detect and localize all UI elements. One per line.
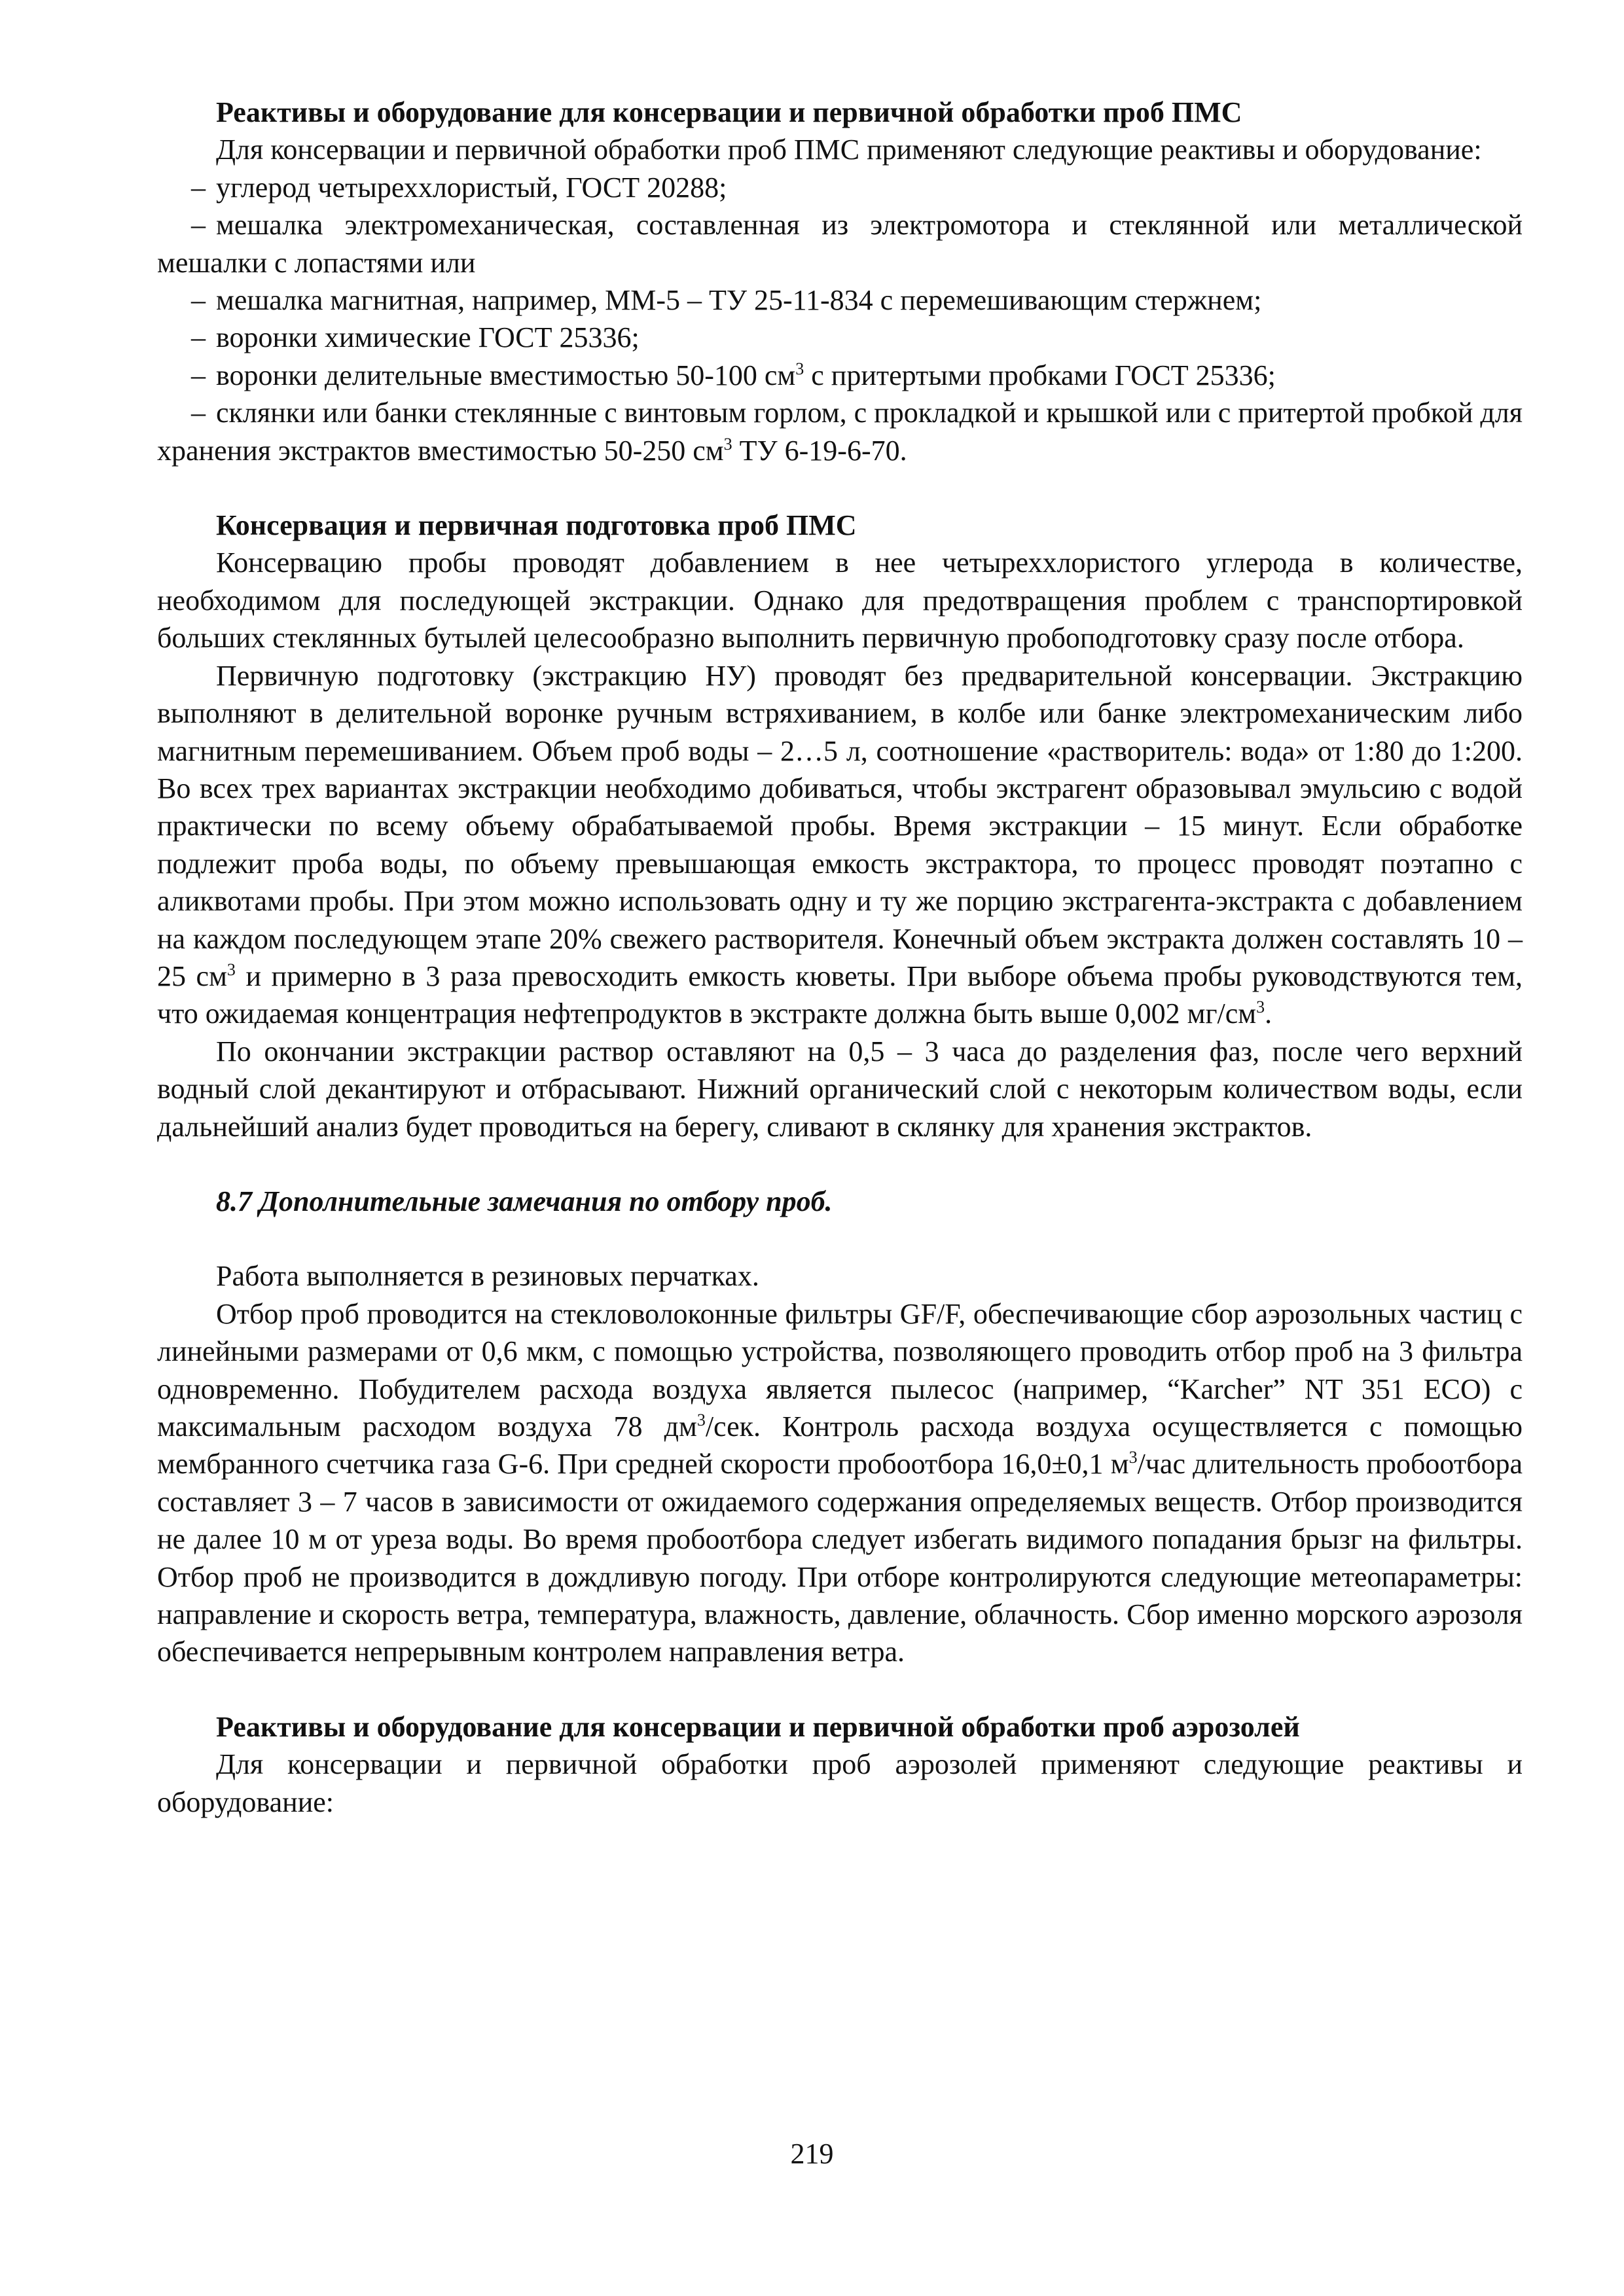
paragraph: Консервацию пробы проводят добавлением в нее четыреххлористого углерода в количестве, необходимом для последующей экстракции. Однако для предотвращения проблем с транспортировкой больших стеклянных бутылей целесообразно выполнить первичную пробоподготовку сразу после отбора. [157,547,1523,655]
paragraph-text: и примерно в 3 раза превосходить емкость кюветы. При выборе объема пробы руководствуются тем, что ожидаемая концентрация нефтепродуктов в экстракте должна быть выше 0,002 мг/см [157,960,1523,1030]
dash-bullet: – [191,209,206,242]
section-intro-reagents-pms: Для консервации и первичной обработки проб ПМС применяют следующие реактивы и оборудование: [216,134,1482,166]
superscript: 3 [1128,1448,1138,1467]
section-heading-additional-notes: 8.7 Дополнительные замечания по отбору проб. [216,1185,833,1217]
paragraph-text: Отбор проб проводится на стекловолоконные фильтры GF/F, обеспечивающие сбор аэрозольных частиц с линейными размерами от 0,6 мкм, с помощью устройства, позволяющего проводить отбор проб на 3 фильтра одновременно. Побудителем расхода воздуха является пылесос (например, “Karcher” NT 351 ECO) с максимальным расходом воздуха 78 дм [157,1297,1523,1443]
paragraph-text: /сек. Контроль расхода воздуха осуществляется с помощью мембранного счетчика газа G-6. При средней скорости пробоотбора 16,0±0,1 м [157,1410,1523,1480]
list-item-text-cont: ТУ 6-19-6-70. [732,434,907,467]
superscript: 3 [226,960,236,979]
list-item-text: воронки химические ГОСТ 25336; [216,321,640,354]
paragraph [157,657,1523,1033]
superscript: 3 [696,1410,706,1429]
list-item-4 [157,319,1523,356]
section-intro-reagents-aerosols: Для консервации и первичной обработки проб аэрозолей применяют следующие реактивы и оборудование: [157,1748,1523,1818]
list-item-3 [157,281,1523,319]
list-item-text: углерод четыреххлористый, ГОСТ 20288; [216,171,727,204]
paragraph-text: . [1265,997,1272,1030]
spacer [157,469,1523,507]
dash-bullet: – [191,321,206,354]
dash-bullet: – [191,359,206,391]
superscript: 3 [795,359,804,378]
list-item-6 [157,394,1523,469]
paragraph-text: Первичную подготовку (экстракцию НУ) проводят без предварительной консервации. Экстракцию выполняют в делительной воронке ручным встряхиванием, в колбе или банке электромеханическим либо магнитным перемешиванием. Объем проб воды – 2…5 л, соотношение «растворитель: вода» от 1:80 до 1:200. Во всех трех вариантах экстракции необходимо добиваться, чтобы экстрагент образовывал эмульсию с водой практически по всему объему обрабатываемой пробы. Время экстракции – 15 минут. Если обработке подлежит проба воды, по объему превышающая емкость экстрактора, то процесс проводят поэтапно с аликвотами пробы. При этом можно использовать одну и ту же порцию экстрагента-экстракта с добавлением на каждом последующем этапе 20% свежего растворителя. Конечный объем экстракта должен составлять 10 – 25 см [157,659,1523,992]
dash-bullet: – [191,397,206,429]
list-item-text: склянки или банки стеклянные с винтовым горлом, с прокладкой и крышкой или с притертой пробкой для хранения экстрактов вместимостью 50-250 см [157,397,1523,467]
dash-bullet: – [191,284,206,317]
spacer [157,1671,1523,1708]
paragraph: Работа выполняется в резиновых перчатках. [216,1260,759,1293]
list-item-2 [157,206,1523,281]
spacer [157,1220,1523,1257]
list-item-text: мешалка электромеханическая, составленная из электромотора и стеклянной или металлической мешалки с лопастями или [157,209,1523,279]
list-item-1 [157,169,1523,206]
paragraph-text: /час длительность пробоотбора составляет 3 – 7 часов в зависимости от ожидаемого содержания определяемых веществ. Отбор производится не далее 10 м от уреза воды. Во время пробоотбора следует избегать видимого попадания брызг на фильтры. Отбор проб не производится в дождливую погоду. При отборе контролируются следующие метеопараметры: направление и скорость ветра, температура, влажность, давление, облачность. Сбор именно морского аэрозоля обеспечивается непрерывным контролем направления ветра. [157,1448,1523,1668]
paragraph [157,1295,1523,1671]
list-item-text: воронки делительные вместимостью 50-100 см [216,359,796,391]
section-heading-reagents-aerosols: Реактивы и оборудование для консервации и первичной обработки проб аэрозолей [216,1710,1300,1743]
spacer [157,1145,1523,1183]
paragraph: По окончании экстракции раствор оставляют на 0,5 – 3 часа до разделения фаз, после чего верхний водный слой декантируют и отбрасывают. Нижний органический слой с некоторым количеством воды, если дальнейший анализ будет проводиться на берегу, сливают в склянку для хранения экстрактов. [157,1035,1523,1143]
list-item-text-cont: с притертыми пробками ГОСТ 25336; [804,359,1276,391]
superscript: 3 [723,434,732,454]
section-heading-conservation-pms: Консервация и первичная подготовка проб ПМС [216,509,857,542]
dash-bullet: – [191,171,206,204]
page-number: 219 [790,2138,834,2170]
superscript: 3 [1256,997,1265,1017]
section-heading-reagents-pms: Реактивы и оборудование для консервации и первичной обработки проб ПМС [216,96,1242,128]
list-item-5 [157,357,1523,394]
list-item-text: мешалка магнитная, например, ММ-5 – ТУ 25-11-834 с перемешивающим стержнем; [216,284,1262,317]
